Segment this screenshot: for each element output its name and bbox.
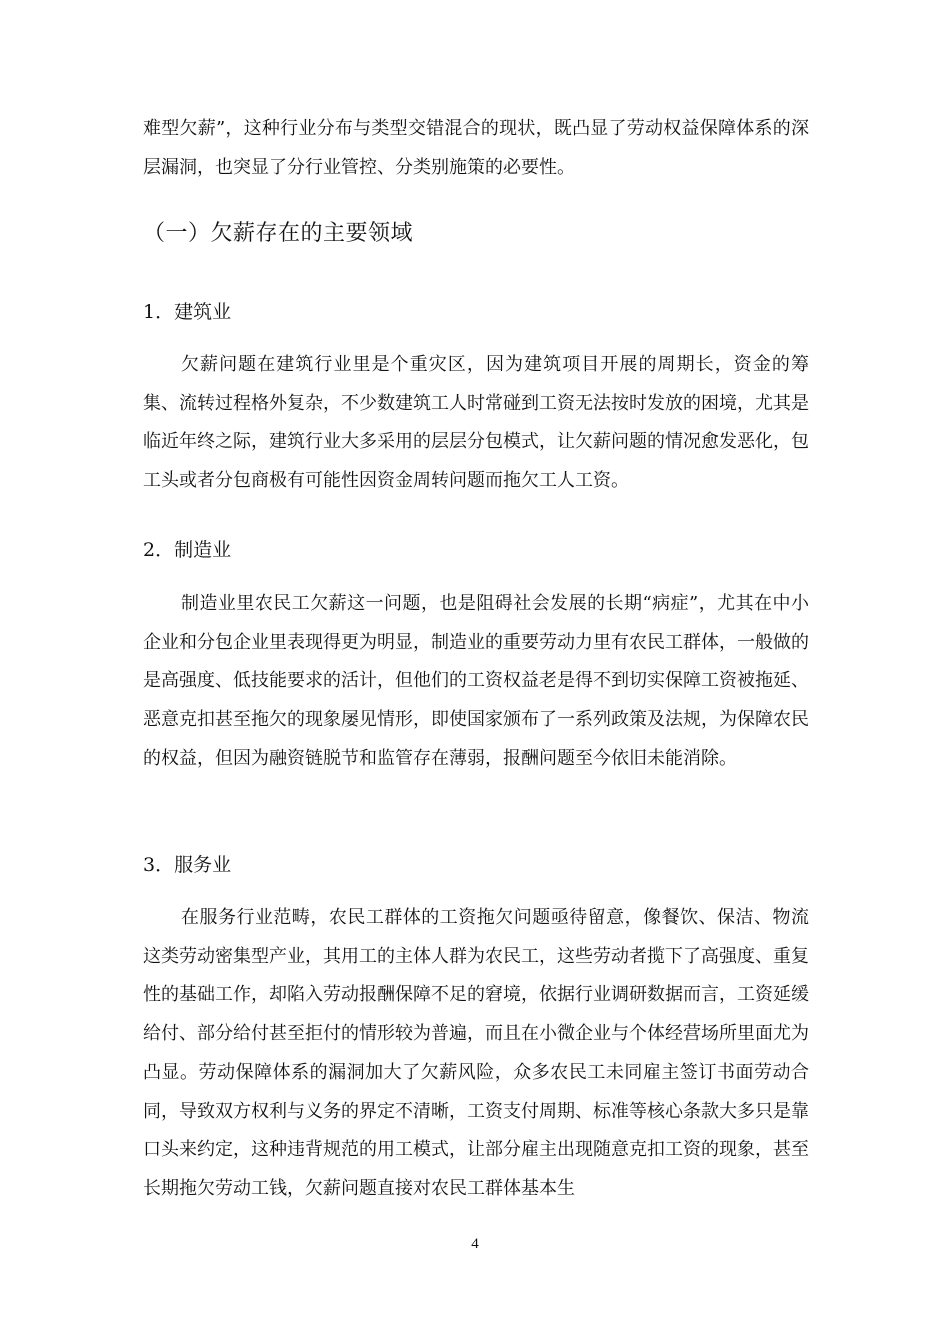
- subsection-title: 服务业: [174, 854, 232, 876]
- subsection-title: 制造业: [174, 539, 232, 561]
- continuation-paragraph: 难型欠薪”，这种行业分布与类型交错混合的现状，既凸显了劳动权益保障体系的深层漏洞，也突显了分行业管控、分类别施策的必要性。: [143, 118, 809, 178]
- page-number: 4: [471, 1236, 479, 1252]
- paragraph-construction: 欠薪问题在建筑行业里是个重灾区，因为建筑项目开展的周期长，资金的筹集、流转过程格外复杂，不少数建筑工人时常碰到工资无法按时发放的困境，尤其是临近年终之际，建筑行业大多采用的层层分包模式，让欠薪问题的情况愈发恶化，包工头或者分包商极有可能性因资金周转问题而拖欠工人工资。: [143, 354, 809, 492]
- subsection-title: 建筑业: [174, 301, 232, 323]
- paragraph-service: 在服务行业范畴，农民工群体的工资拖欠问题亟待留意，像餐饮、保洁、物流这类劳动密集型产业，其用工的主体人群为农民工，这些劳动者揽下了高强度、重复性的基础工作，却陷入劳动报酬保障不足的窘境，依据行业调研数据而言，工资延缓给付、部分给付甚至拒付的情形较为普遍，而且在小微企业与个体经营场所里面尤为凸显。劳动保障体系的漏洞加大了欠薪风险，众多农民工未同雇主签订书面劳动合同，导致双方权利与义务的界定不清晰，工资支付周期、标准等核心条款大多只是靠口头来约定，这种违背规范的用工模式，让部分雇主出现随意克扣工资的现象，甚至长期拖欠劳动工钱，欠薪问题直接对农民工群体基本生: [143, 907, 809, 1199]
- subsection-number: 1．: [143, 301, 175, 323]
- subsection-number: 2．: [143, 539, 175, 561]
- paragraph-manufacturing: 制造业里农民工欠薪这一问题，也是阻碍社会发展的长期“病症”，尤其在中小企业和分包企业里表现得更为明显，制造业的重要劳动力里有农民工群体，一般做的是高强度、低技能要求的活计，但他们的工资权益老是得不到切实保障工资被拖延、恶意克扣甚至拖欠的现象屡见情形，即使国家颁布了一系列政策及法规，为保障农民的权益，但因为融资链脱节和监管存在薄弱，报酬问题至今依旧未能消除。: [143, 593, 809, 769]
- section-heading: （一）欠薪存在的主要领域: [143, 221, 414, 246]
- subsection-heading-service: [143, 851, 231, 879]
- subsection-heading-manufacturing: [143, 536, 231, 564]
- subsection-number: 3．: [143, 854, 175, 876]
- subsection-heading-construction: [143, 298, 231, 326]
